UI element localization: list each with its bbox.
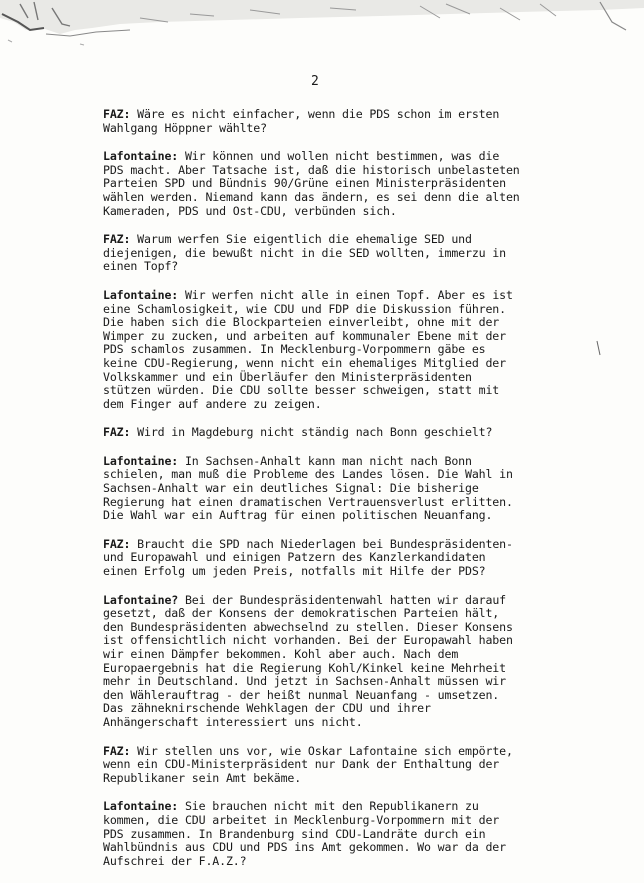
speaker-label: FAZ: [103,232,131,247]
text-line: Parteien SPD und Bündnis 90/Grüne einen Ministerpräsidenten [103,176,506,191]
exchange-8 [103,594,543,730]
speaker-label: Lafontaine: [103,799,179,814]
line-text: Wir können und wollen nicht bestimmen, was die [178,149,500,164]
text-line [103,745,543,759]
text-line: Regierung hat einen dramatischen Vertrauensverlust erlitten. [103,494,513,509]
text-line: Wahlgang Höppner wählte? [103,120,267,135]
interview-text [103,108,543,883]
exchange-10 [103,800,543,868]
text-line: Die Wahl war ein Auftrag für einen politischen Neuanfang. [103,508,493,523]
text-line [103,289,543,303]
exchange-9 [103,745,543,786]
text-line: PDS macht. Aber Tatsache ist, daß die historisch unbelasteten [103,162,520,177]
text-line: und Europawahl und einigen Patzern des Kanzlerkandidaten [103,550,486,565]
line-text: In Sachsen-Anhalt kann man nicht nach Bonn [178,453,472,468]
speaker-label: FAZ: [103,536,131,551]
line-text: Wir stellen uns vor, wie Oskar Lafontaine sich empörte, [130,743,513,758]
speaker-label: Lafontaine? [103,592,179,607]
speaker-label: Lafontaine: [103,287,179,302]
text-line: wir einen Dämpfer bekommen. Kohl aber auch. Nach dem [103,647,459,661]
text-line: wählen werden. Niemand kann das ändern, es sei denn die alten [103,189,520,204]
text-line: stützen würden. Die CDU sollte besser schweigen, statt mit [103,383,500,398]
line-text: Braucht die SPD nach Niederlagen bei Bundespräsidenten- [130,536,513,551]
text-line: schielen, man muß die Probleme des Landes lösen. Die Wahl in [103,467,513,482]
line-text: Bei der Bundespräsidentenwahl hatten wir darauf [178,592,506,607]
exchange-5 [103,426,543,440]
margin-mark [596,340,602,356]
speaker-label: FAZ: [103,743,131,758]
text-line [103,108,543,122]
line-text: Sie brauchen nicht mit den Republikanern zu [178,799,479,814]
text-line [103,150,543,164]
text-line: wenn ein CDU-Ministerpräsident nur Dank der Enthaltung der [103,757,500,772]
text-line: keine CDU-Regierung, wenn nicht ein ehemaliges Mitglied der [103,355,506,370]
exchange-3 [103,233,543,274]
line-text: Wäre es nicht einfacher, wenn die PDS schon im ersten [130,107,500,121]
speaker-label: FAZ: [103,107,131,121]
text-line: ist offensichtlich nicht vorhanden. Bei der Europawahl haben [103,633,513,648]
text-line: einen Erfolg um jeden Preis, notfalls mit Hilfe der PDS? [103,564,486,579]
text-line: Wimper zu zucken, und arbeiten auf kommunaler Ebene mit der [103,328,506,343]
text-line [103,426,543,440]
line-text: Wird in Magdeburg nicht ständig nach Bonn geschielt? [130,425,493,440]
text-line: Das zähneknirschende Wehklagen der CDU und ihrer [103,701,431,716]
text-line [103,800,543,814]
text-line: dem Finger auf andere zu zeigen. [103,396,322,411]
scan-header-artifact [0,0,644,48]
exchange-2 [103,150,543,218]
line-text: Warum werfen Sie eigentlich die ehemalige SED und [130,232,472,247]
text-line: Sachsen-Anhalt war ein deutliches Signal: Die bisherige [103,481,479,496]
text-line: Aufschrei der F.A.Z.? [103,853,247,868]
exchange-7 [103,538,543,579]
text-line [103,233,543,247]
speaker-label: Lafontaine: [103,149,179,164]
text-line: PDS schamlos zusammen. In Mecklenburg-Vorpommern gäbe es [103,342,486,357]
text-line: kommen, die CDU arbeitet in Mecklenburg-Vorpommern mit der [103,812,500,827]
text-line: Republikaner sein Amt bekäme. [103,770,302,785]
text-line: Kameraden, PDS und Ost-CDU, verbünden sich. [103,203,397,218]
text-line: einen Topf? [103,259,179,274]
text-line: PDS zusammen. In Brandenburg sind CDU-Landräte durch ein [103,826,486,841]
text-line: Europaergebnis hat die Regierung Kohl/Kinkel keine Mehrheit [103,660,506,675]
text-line: Die haben sich die Blockparteien einverleibt, ohne mit der [103,315,500,330]
text-line: Anhängerschaft interessiert uns nicht. [103,714,363,729]
text-line [103,538,543,552]
text-line [103,594,543,608]
text-line: diejenigen, die bewußt nicht in die SED wollten, immerzu in [103,245,506,260]
text-line: den Bundespräsidenten abwechselnd zu stellen. Dieser Konsens [103,619,513,634]
line-text: Wir werfen nicht alle in einen Topf. Aber es ist [178,287,513,302]
exchange-1 [103,108,543,135]
speaker-label: Lafontaine: [103,453,179,468]
page-number: 2 [311,74,319,89]
text-line [103,455,543,469]
text-line: den Wählerauftrag - der heißt nunmal Neuanfang - umsetzen. [103,687,500,702]
text-line: mehr in Deutschland. Und jetzt in Sachsen-Anhalt müssen wir [103,674,506,689]
text-line: Volkskammer und ein Überläufer den Ministerpräsidenten [103,369,472,384]
text-line: eine Schamlosigkeit, wie CDU und FDP die Diskussion führen. [103,301,506,316]
text-line: gesetzt, daß der Konsens der demokratischen Parteien hält, [103,606,500,621]
exchange-4 [103,289,543,411]
exchange-6 [103,455,543,523]
speaker-label: FAZ: [103,425,131,440]
text-line: Wahlbündnis aus CDU und PDS ins Amt gekommen. Wo war da der [103,840,506,855]
